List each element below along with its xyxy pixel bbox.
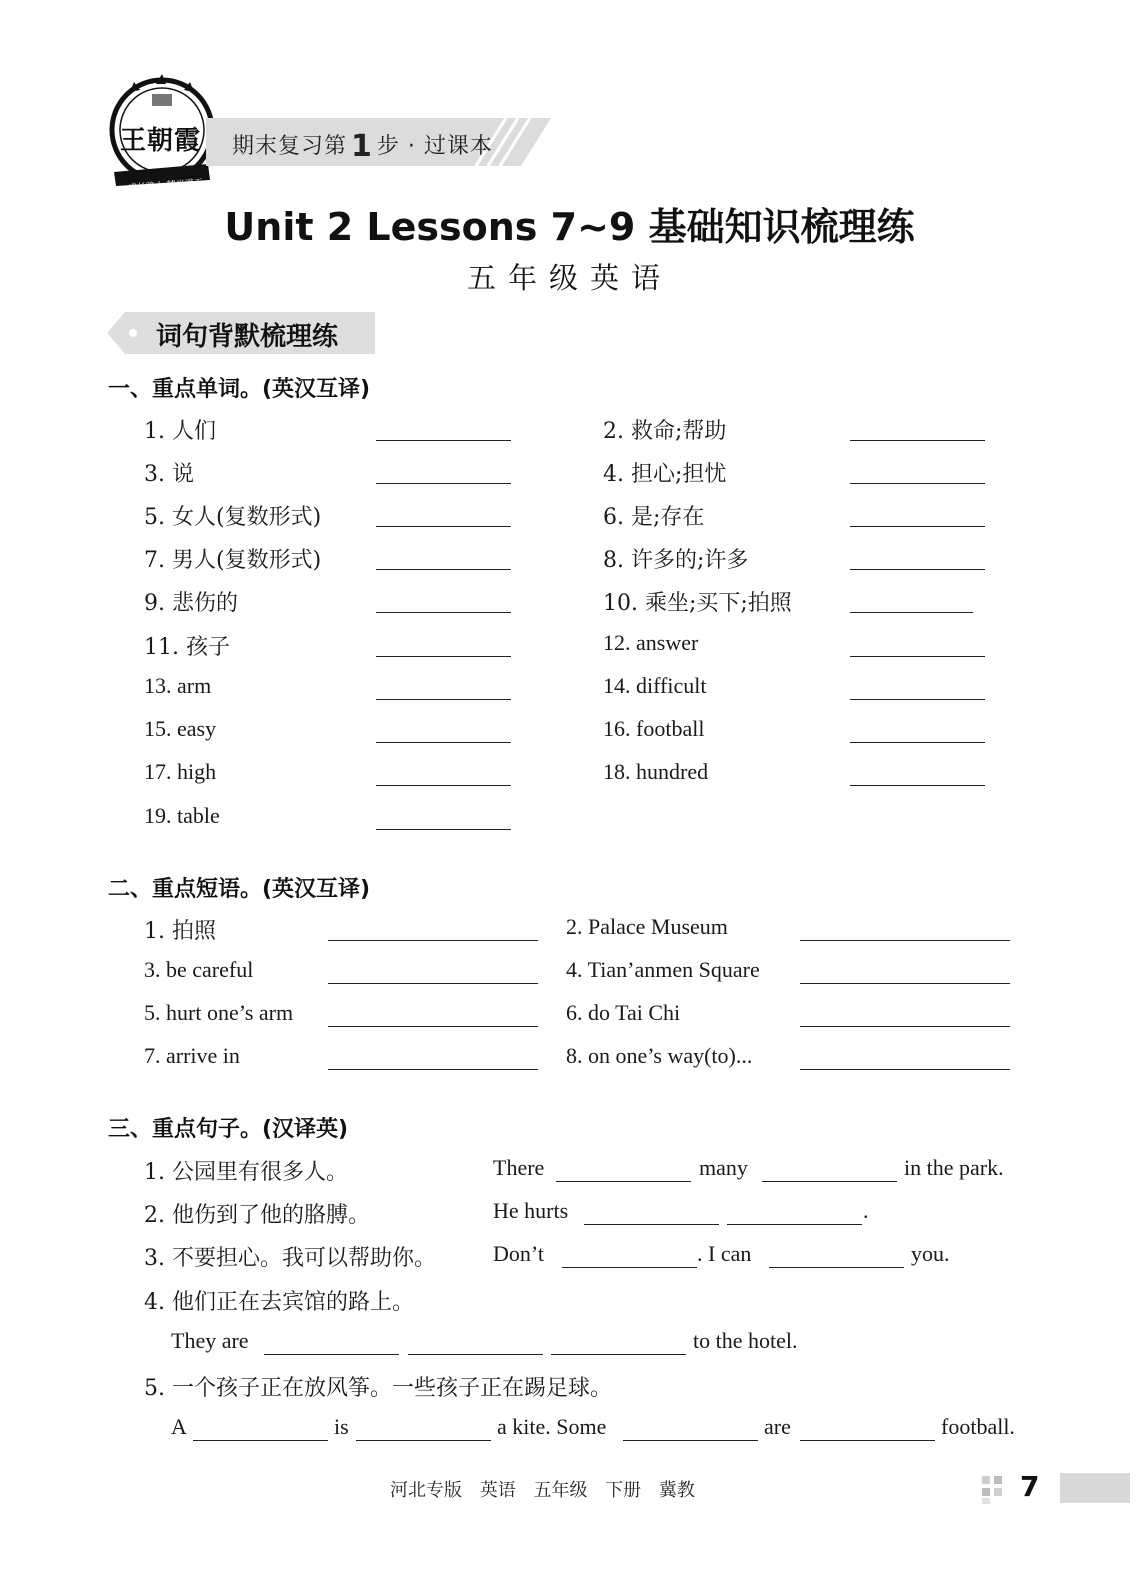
sentence-text: a kite. Some (497, 1414, 607, 1439)
word-item: 15. easy (144, 716, 217, 741)
section1-heading: 一、重点单词。(英汉互译) (108, 377, 371, 402)
page-number-bar (1060, 1473, 1130, 1503)
sentence-text: They are (171, 1328, 249, 1353)
phrase-item: 1. 拍照 (144, 919, 216, 944)
logo-ribbon: 成长路上 精光满天 (127, 178, 204, 194)
word-item: 19. table (144, 803, 220, 828)
answer-blank[interactable] (584, 1224, 719, 1225)
word-item: 14. difficult (603, 673, 707, 698)
page-number: 7 (1020, 1470, 1040, 1503)
sentence-cn: 3. 不要担心。我可以帮助你。 (144, 1246, 436, 1271)
answer-blank[interactable] (551, 1354, 686, 1355)
answer-blank[interactable] (850, 526, 985, 527)
answer-blank[interactable] (850, 440, 985, 441)
answer-blank[interactable] (850, 656, 985, 657)
section3-heading: 三、重点句子。(汉译英) (108, 1117, 349, 1142)
answer-blank[interactable] (762, 1181, 897, 1182)
sentence-text: . I can (697, 1241, 752, 1266)
answer-blank[interactable] (376, 742, 511, 743)
answer-blank[interactable] (264, 1354, 399, 1355)
sentence-text: A (171, 1414, 187, 1439)
phrase-item: 5. hurt one’s arm (144, 1000, 294, 1025)
sentence-text: to the hotel. (693, 1328, 798, 1353)
word-item: 6. 是;存在 (603, 505, 705, 530)
answer-blank[interactable] (850, 742, 985, 743)
answer-blank[interactable] (850, 785, 985, 786)
answer-blank[interactable] (376, 785, 511, 786)
answer-blank[interactable] (356, 1440, 491, 1441)
answer-blank[interactable] (800, 1026, 1010, 1027)
answer-blank[interactable] (376, 612, 511, 613)
answer-blank[interactable] (623, 1440, 758, 1441)
sentence-cn: 2. 他伤到了他的胳膊。 (144, 1203, 370, 1228)
answer-blank[interactable] (328, 983, 538, 984)
answer-blank[interactable] (850, 483, 985, 484)
sentence-cn: 4. 他们正在去宾馆的路上。 (144, 1290, 414, 1315)
word-item: 18. hundred (603, 759, 709, 784)
word-item: 5. 女人(复数形式) (144, 505, 322, 530)
sentence-text: He hurts (493, 1198, 569, 1223)
phrase-item: 4. Tian’anmen Square (566, 957, 760, 982)
section2-heading: 二、重点短语。(英汉互译) (108, 877, 371, 902)
phrase-item: 7. arrive in (144, 1043, 240, 1068)
word-item: 7. 男人(复数形式) (144, 548, 322, 573)
word-item: 2. 救命;帮助 (603, 419, 727, 444)
answer-blank[interactable] (727, 1224, 862, 1225)
answer-blank[interactable] (850, 569, 985, 570)
section-tag: 词句背默梳理练 (156, 322, 339, 352)
answer-blank[interactable] (408, 1354, 543, 1355)
answer-blank[interactable] (328, 1069, 538, 1070)
page-title: Unit 2 Lessons 7~9 基础知识梳理练 (224, 205, 915, 249)
answer-blank[interactable] (376, 699, 511, 700)
sentence-text: . (863, 1198, 869, 1223)
sentence-text: football. (941, 1414, 1015, 1439)
answer-blank[interactable] (376, 656, 511, 657)
word-item: 12. answer (603, 630, 699, 655)
answer-blank[interactable] (328, 940, 538, 941)
answer-blank[interactable] (800, 940, 1010, 941)
answer-blank[interactable] (562, 1267, 697, 1268)
answer-blank[interactable] (376, 483, 511, 484)
sentence-text: in the park. (904, 1155, 1004, 1180)
answer-blank[interactable] (376, 526, 511, 527)
sentence-text: There (493, 1155, 545, 1180)
sentence-cn: 5. 一个孩子正在放风筝。一些孩子正在踢足球。 (144, 1376, 612, 1401)
answer-blank[interactable] (193, 1440, 328, 1441)
page-subtitle: 五年级英语 (466, 261, 672, 295)
sentence-text: are (764, 1414, 791, 1439)
word-item: 17. high (144, 759, 217, 784)
phrase-item: 3. be careful (144, 957, 254, 982)
answer-blank[interactable] (850, 699, 985, 700)
word-item: 8. 许多的;许多 (603, 548, 749, 573)
sentence-text: many (699, 1155, 748, 1180)
word-item: 11. 孩子 (144, 635, 230, 660)
sentence-text: Don’t (493, 1241, 544, 1266)
word-item: 1. 人们 (144, 419, 216, 444)
word-item: 10. 乘坐;买下;拍照 (603, 591, 792, 616)
phrase-item: 2. Palace Museum (566, 914, 728, 939)
phrase-item: 6. do Tai Chi (566, 1000, 681, 1025)
phrase-item: 8. on one’s way(to)... (566, 1043, 753, 1068)
word-item: 9. 悲伤的 (144, 591, 238, 616)
answer-blank[interactable] (850, 612, 973, 613)
word-item: 16. football (603, 716, 705, 741)
page-corner-decoration (982, 1476, 1014, 1508)
sentence-cn: 1. 公园里有很多人。 (144, 1160, 348, 1185)
answer-blank[interactable] (800, 1069, 1010, 1070)
logo-text: 王朝霞 (120, 126, 202, 156)
answer-blank[interactable] (800, 983, 1010, 984)
answer-blank[interactable] (376, 569, 511, 570)
answer-blank[interactable] (376, 829, 511, 830)
answer-blank[interactable] (328, 1026, 538, 1027)
footer-text: 河北专版 英语 五年级 下册 冀教 (390, 1480, 695, 1501)
sentence-text: is (334, 1414, 349, 1439)
answer-blank[interactable] (556, 1181, 691, 1182)
word-item: 4. 担心;担忧 (603, 462, 727, 487)
answer-blank[interactable] (800, 1440, 935, 1441)
answer-blank[interactable] (376, 440, 511, 441)
sentence-text: you. (911, 1241, 950, 1266)
banner-text: 期末复习第 1 步 · 过课本 (232, 129, 493, 164)
word-item: 3. 说 (144, 462, 194, 487)
answer-blank[interactable] (769, 1267, 904, 1268)
word-item: 13. arm (144, 673, 212, 698)
